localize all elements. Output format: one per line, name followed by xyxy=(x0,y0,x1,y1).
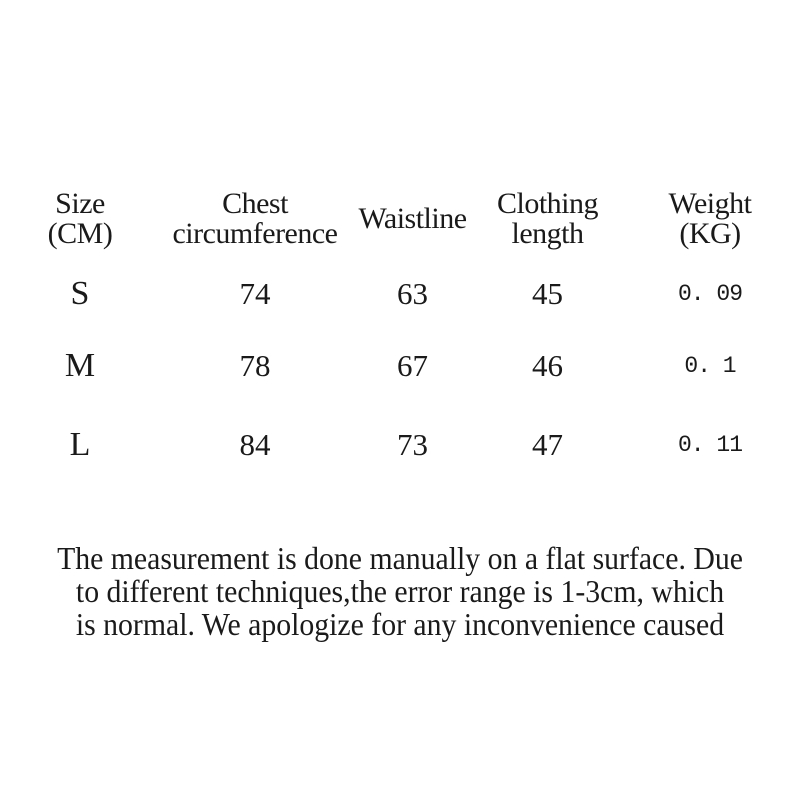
disclaimer-line: to different techniques,the error range is 1-3cm, which xyxy=(75,573,725,609)
size-label: L xyxy=(69,426,91,463)
column-header-weight xyxy=(620,188,800,250)
clothing-length-value: 46 xyxy=(532,348,563,383)
column-header-line: Waistline xyxy=(358,202,467,235)
column-header-line: Chest xyxy=(222,187,288,220)
waistline-value: 67 xyxy=(397,348,428,383)
column-header-line: Clothing xyxy=(496,187,598,220)
chest-value: 78 xyxy=(239,348,271,383)
table-row-size-l xyxy=(0,425,800,465)
column-header-size xyxy=(0,188,160,250)
disclaimer-line: The measurement is done manually on a flat surface. Due xyxy=(57,540,743,576)
weight-value: 0. 1 xyxy=(684,353,736,379)
table-row-size-m xyxy=(0,346,800,386)
table-header-row xyxy=(0,188,800,250)
clothing-length-value: 45 xyxy=(532,276,563,311)
column-header-clothing-length xyxy=(475,188,620,250)
chest-value: 74 xyxy=(239,276,271,311)
chest-value: 84 xyxy=(239,427,271,462)
column-header-chest-circumference xyxy=(160,188,350,250)
weight-value: 0. 11 xyxy=(677,432,742,458)
column-header-line: (CM) xyxy=(47,217,113,250)
column-header-waistline xyxy=(350,188,475,250)
size-label: S xyxy=(70,275,90,312)
column-header-line: (KG) xyxy=(679,217,741,250)
column-header-line: Size xyxy=(55,187,105,220)
weight-value: 0. 09 xyxy=(677,281,742,307)
disclaimer-line: is normal. We apologize for any inconvenience caused xyxy=(75,606,725,642)
clothing-length-value: 47 xyxy=(532,427,563,462)
waistline-value: 63 xyxy=(397,276,428,311)
waistline-value: 73 xyxy=(397,427,428,462)
measurement-disclaimer xyxy=(28,542,772,641)
column-header-line: Weight xyxy=(668,187,752,220)
size-label: M xyxy=(64,347,96,384)
column-header-line: length xyxy=(511,217,584,250)
column-header-line: circumference xyxy=(172,217,338,250)
table-row-size-s xyxy=(0,274,800,314)
